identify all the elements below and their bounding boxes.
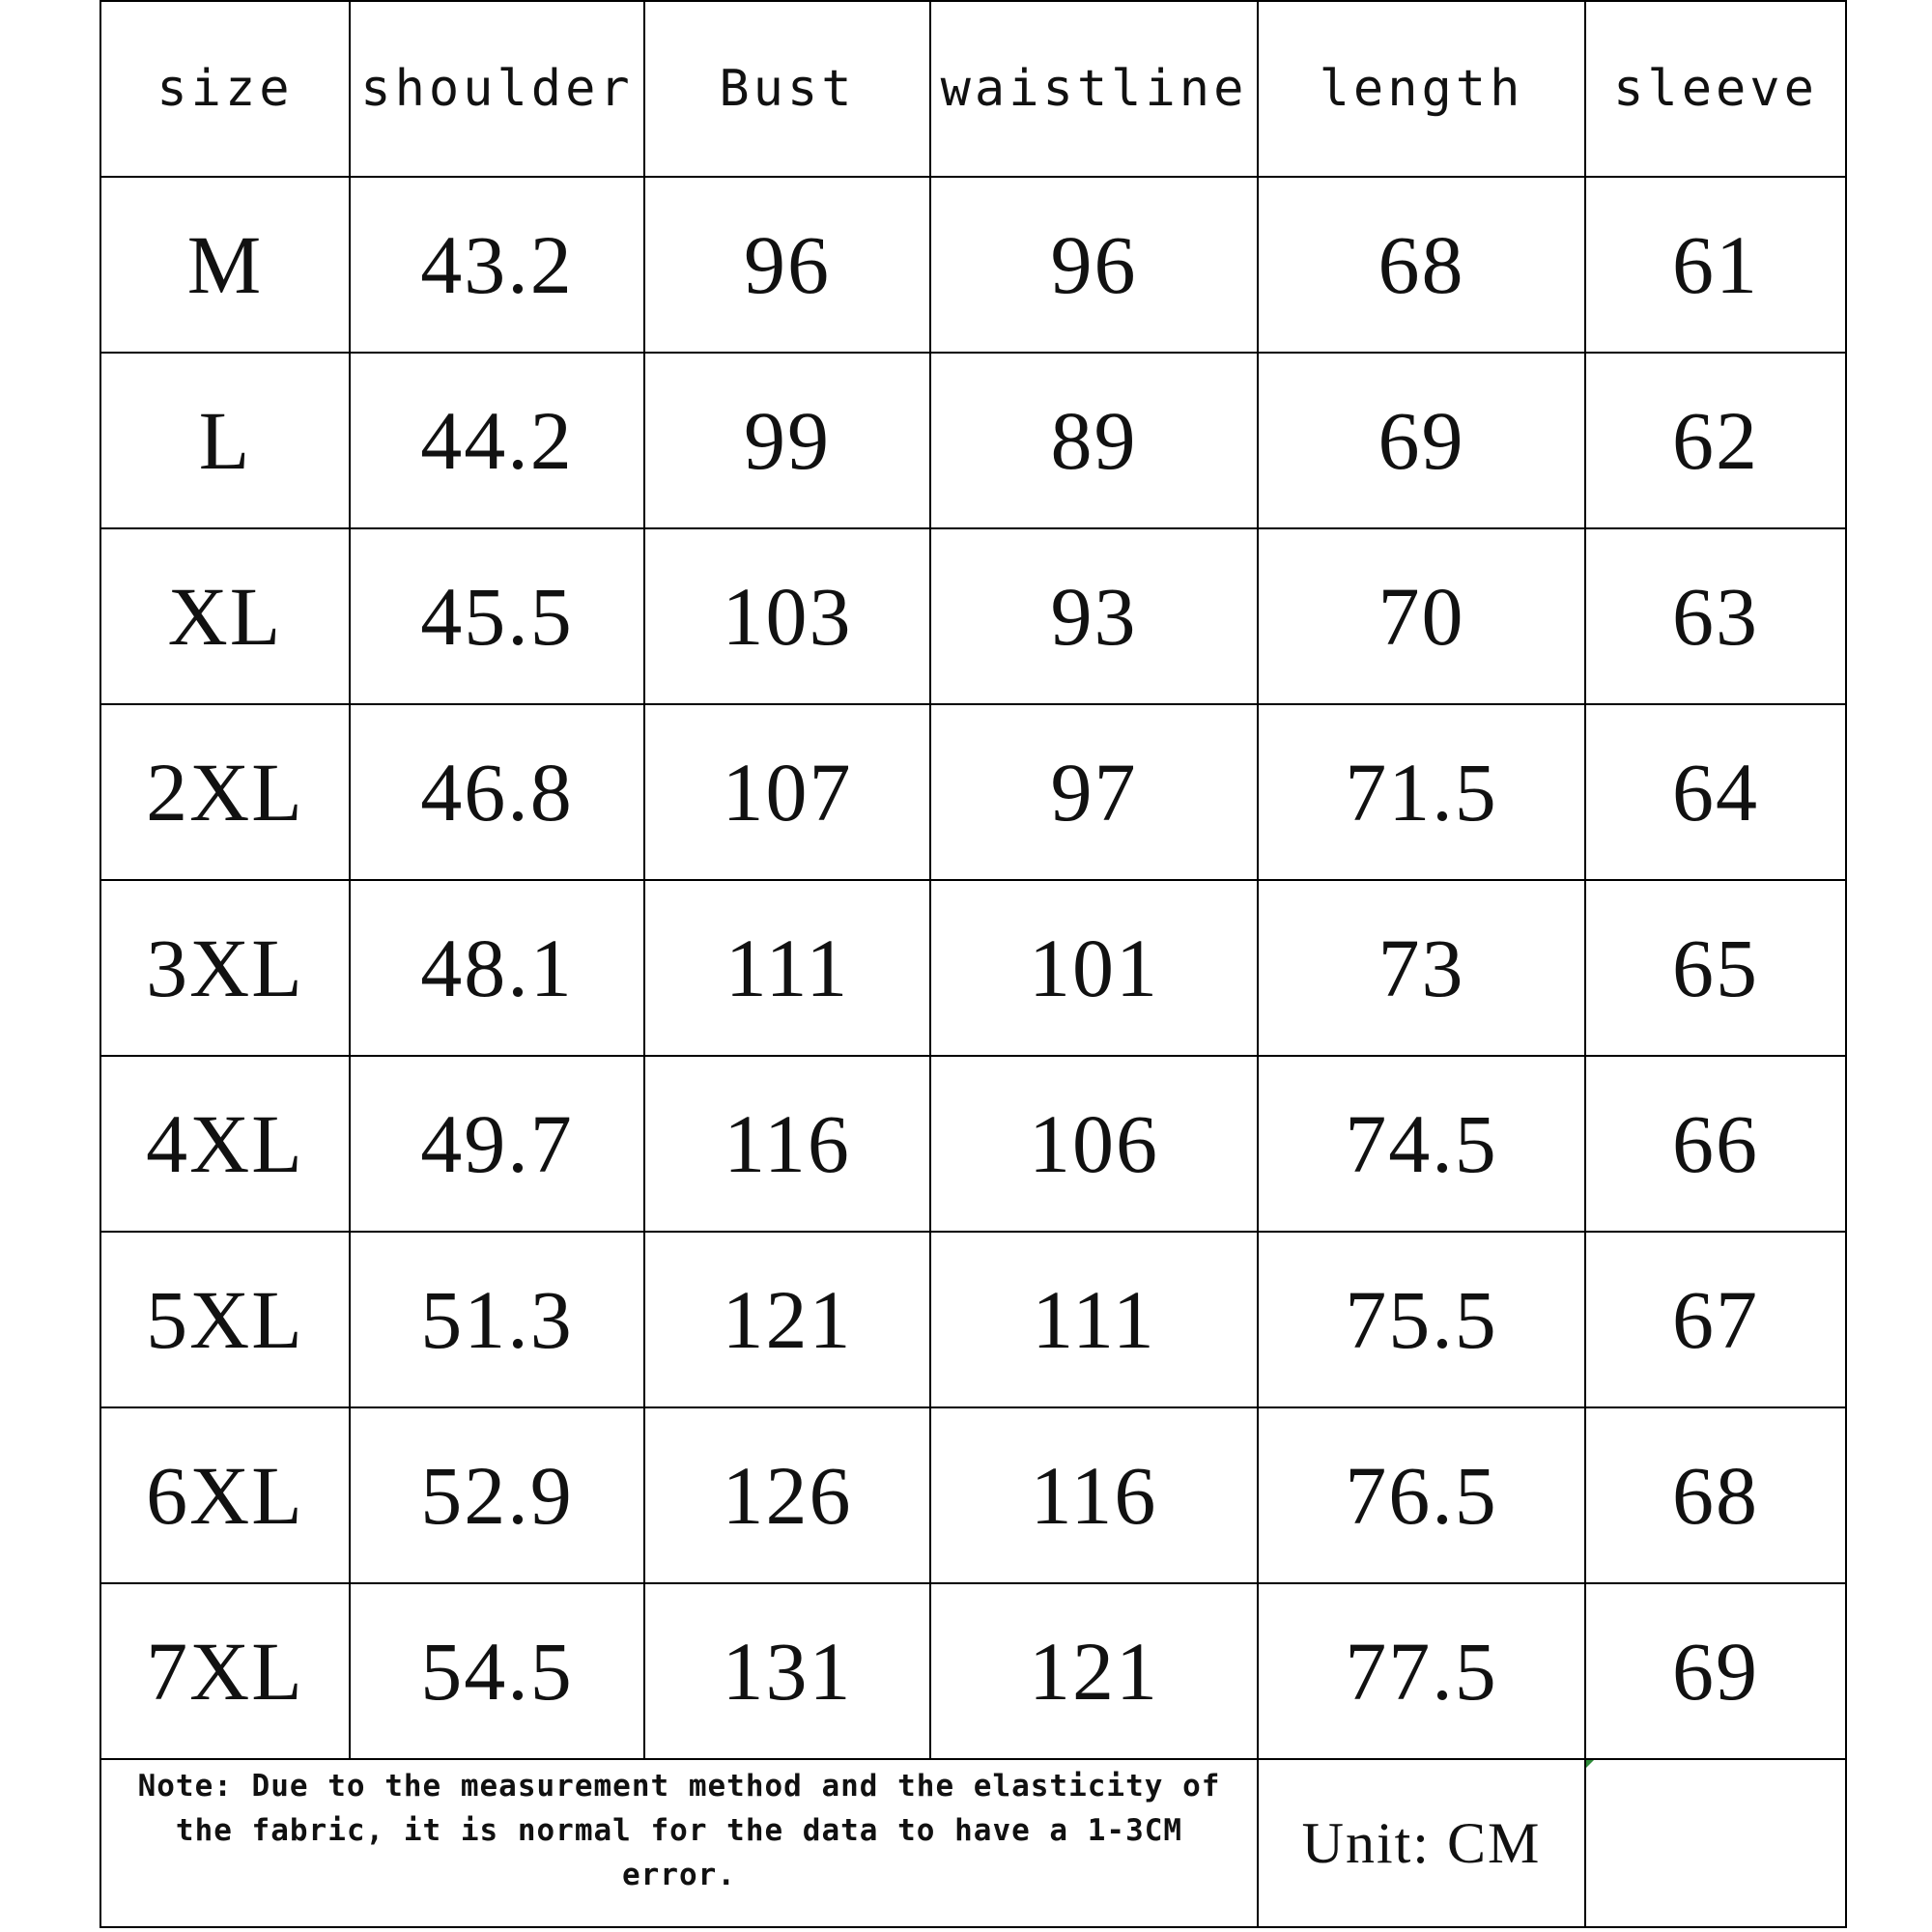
note-row	[100, 1759, 1846, 1927]
table-row	[100, 1407, 1846, 1583]
cell-waistline: 97	[930, 704, 1258, 880]
cell-shoulder: 51.3	[350, 1232, 644, 1407]
cell-length: 69	[1258, 353, 1585, 528]
cell-length: 71.5	[1258, 704, 1585, 880]
cell-waistline: 111	[930, 1232, 1258, 1407]
table-row	[100, 704, 1846, 880]
cell-shoulder: 43.2	[350, 177, 644, 353]
table-row	[100, 177, 1846, 353]
cell-shoulder: 49.7	[350, 1056, 644, 1232]
cell-size: M	[100, 177, 350, 353]
cell-shoulder: 45.5	[350, 528, 644, 704]
header-row	[100, 1, 1846, 177]
cell-shoulder: 48.1	[350, 880, 644, 1056]
header-shoulder: shoulder	[350, 1, 644, 177]
cell-waistline: 106	[930, 1056, 1258, 1232]
table-row	[100, 353, 1846, 528]
cell-waistline: 101	[930, 880, 1258, 1056]
cell-waistline: 89	[930, 353, 1258, 528]
table-row	[100, 880, 1846, 1056]
cell-size: L	[100, 353, 350, 528]
cell-sleeve: 63	[1585, 528, 1846, 704]
cell-shoulder: 46.8	[350, 704, 644, 880]
cell-bust: 126	[644, 1407, 930, 1583]
cell-corner-marker	[1586, 1760, 1594, 1768]
cell-bust: 116	[644, 1056, 930, 1232]
cell-sleeve: 61	[1585, 177, 1846, 353]
cell-sleeve: 62	[1585, 353, 1846, 528]
cell-sleeve: 66	[1585, 1056, 1846, 1232]
cell-length: 76.5	[1258, 1407, 1585, 1583]
cell-waistline: 116	[930, 1407, 1258, 1583]
cell-length: 74.5	[1258, 1056, 1585, 1232]
cell-shoulder: 44.2	[350, 353, 644, 528]
cell-size: 7XL	[100, 1583, 350, 1759]
cell-sleeve: 64	[1585, 704, 1846, 880]
cell-size: 3XL	[100, 880, 350, 1056]
cell-bust: 131	[644, 1583, 930, 1759]
cell-sleeve: 69	[1585, 1583, 1846, 1759]
cell-sleeve: 65	[1585, 880, 1846, 1056]
cell-waistline: 93	[930, 528, 1258, 704]
cell-length: 77.5	[1258, 1583, 1585, 1759]
cell-sleeve: 68	[1585, 1407, 1846, 1583]
cell-bust: 99	[644, 353, 930, 528]
cell-size: 2XL	[100, 704, 350, 880]
cell-shoulder: 54.5	[350, 1583, 644, 1759]
header-size: size	[100, 1, 350, 177]
cell-length: 70	[1258, 528, 1585, 704]
cell-length: 73	[1258, 880, 1585, 1056]
empty-cell	[1585, 1759, 1846, 1927]
cell-bust: 96	[644, 177, 930, 353]
header-length: length	[1258, 1, 1585, 177]
table-row	[100, 1056, 1846, 1232]
cell-size: 6XL	[100, 1407, 350, 1583]
cell-size: XL	[100, 528, 350, 704]
unit-label: Unit: CM	[1258, 1759, 1585, 1927]
cell-shoulder: 52.9	[350, 1407, 644, 1583]
cell-waistline: 96	[930, 177, 1258, 353]
cell-size: 4XL	[100, 1056, 350, 1232]
cell-sleeve: 67	[1585, 1232, 1846, 1407]
cell-bust: 121	[644, 1232, 930, 1407]
table-row	[100, 1583, 1846, 1759]
cell-waistline: 121	[930, 1583, 1258, 1759]
cell-bust: 103	[644, 528, 930, 704]
table-row	[100, 528, 1846, 704]
cell-bust: 111	[644, 880, 930, 1056]
header-bust: Bust	[644, 1, 930, 177]
cell-size: 5XL	[100, 1232, 350, 1407]
cell-length: 68	[1258, 177, 1585, 353]
measurement-note: Note: Due to the measurement method and the elasticity of the fabric, it is normal for the data to have a 1-3CM error.	[100, 1759, 1258, 1927]
size-chart-table	[99, 0, 1847, 1928]
cell-length: 75.5	[1258, 1232, 1585, 1407]
header-waistline: waistline	[930, 1, 1258, 177]
header-sleeve: sleeve	[1585, 1, 1846, 177]
table-row	[100, 1232, 1846, 1407]
cell-bust: 107	[644, 704, 930, 880]
